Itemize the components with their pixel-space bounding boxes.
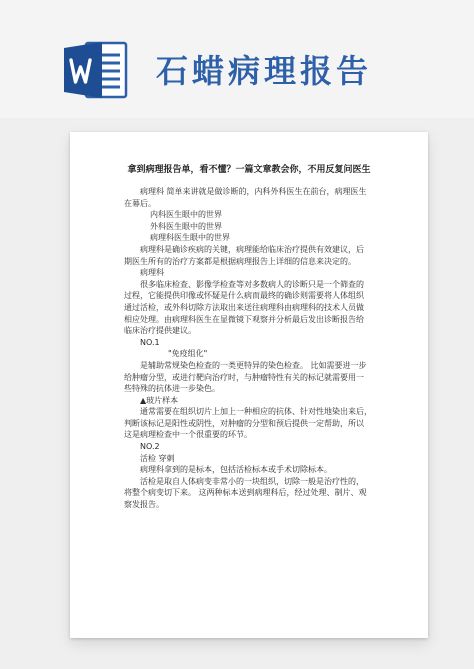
- document-line: NO.2: [140, 442, 160, 452]
- page-header: [0, 0, 474, 118]
- document-line: 外科医生眼中的世界: [150, 221, 222, 231]
- document-line: 活检是取自人体病变非常小的一块组织，切除一般是治疗性的，: [140, 476, 364, 486]
- document-line: 内科医生眼中的世界: [150, 210, 222, 220]
- document-line: 病理科: [140, 268, 164, 278]
- document-line: 在幕后。: [124, 198, 156, 208]
- document-line: 相应处理。由病理科医生在显微镜下观察并分析最后发出诊断报告给: [124, 314, 364, 324]
- document-line: NO.1: [140, 337, 160, 347]
- document-title: 拿到病理报告单，看不懂？一篇文章教会你，不用反复问医生: [127, 165, 371, 175]
- document-line: 期医生所有的治疗方案都是根据病理报告上详细的信息来决定的。: [124, 256, 356, 266]
- document-line: 些特殊的抗体进一步染色。: [124, 384, 220, 394]
- document-line: 病理科拿到的是标本，包括活检标本或手术切除标本。: [140, 465, 332, 475]
- document-line: 这是病理检查中一个很重要的环节。: [124, 430, 252, 440]
- document-line: 将整个病变切下来。 这两种标本送到病理科后，经过处理、制片、观: [124, 488, 367, 498]
- document-line: 给肿瘤分型，或进行靶向治疗时，与肿瘤特性有关的标记就需要用一: [124, 372, 364, 382]
- document-line: 过程，它能提供印像或怀疑是什么病而最终的确诊则需要将人体组织: [124, 291, 364, 301]
- document-line: 病理科医生眼中的世界: [150, 233, 230, 243]
- page-title: 石蜡病理报告: [156, 52, 373, 90]
- document-line: 病理科 简单来讲就是做诊断的，内科外科医生在前台，病理医生: [140, 187, 367, 196]
- document-line: 判断该标记是阳性或阴性，对肿瘤的分型和预后提供一定帮助，所以: [124, 418, 364, 428]
- document-line: ▲玻片样本: [140, 395, 179, 405]
- document-body: [124, 186, 404, 511]
- document-line: 活检 穿刺: [140, 453, 175, 463]
- word-document-icon: [62, 40, 128, 100]
- document-page: [70, 132, 428, 638]
- document-line: 通过活检，或外科切除方法取出来送往病理科由病理科的技术人员做: [124, 302, 364, 312]
- document-line: 临床治疗提供建议。: [124, 326, 196, 336]
- document-line: 病理科是确诊疾病的关键，病理能给临床治疗提供有效建议，后: [140, 244, 364, 254]
- document-line: 是辅助常规染色检查的一类更特异的染色检查。 比如需要进一步: [140, 360, 367, 370]
- document-line: 很多临床检查、影像学检查等对多数病人的诊断只是一个筛查的: [140, 279, 364, 289]
- document-line: 察发报告。: [124, 500, 164, 510]
- document-line: "免疫组化": [168, 349, 208, 359]
- document-line: 通常需要在组织切片上加上一种相应的抗体、针对性地染出来后，: [140, 407, 372, 417]
